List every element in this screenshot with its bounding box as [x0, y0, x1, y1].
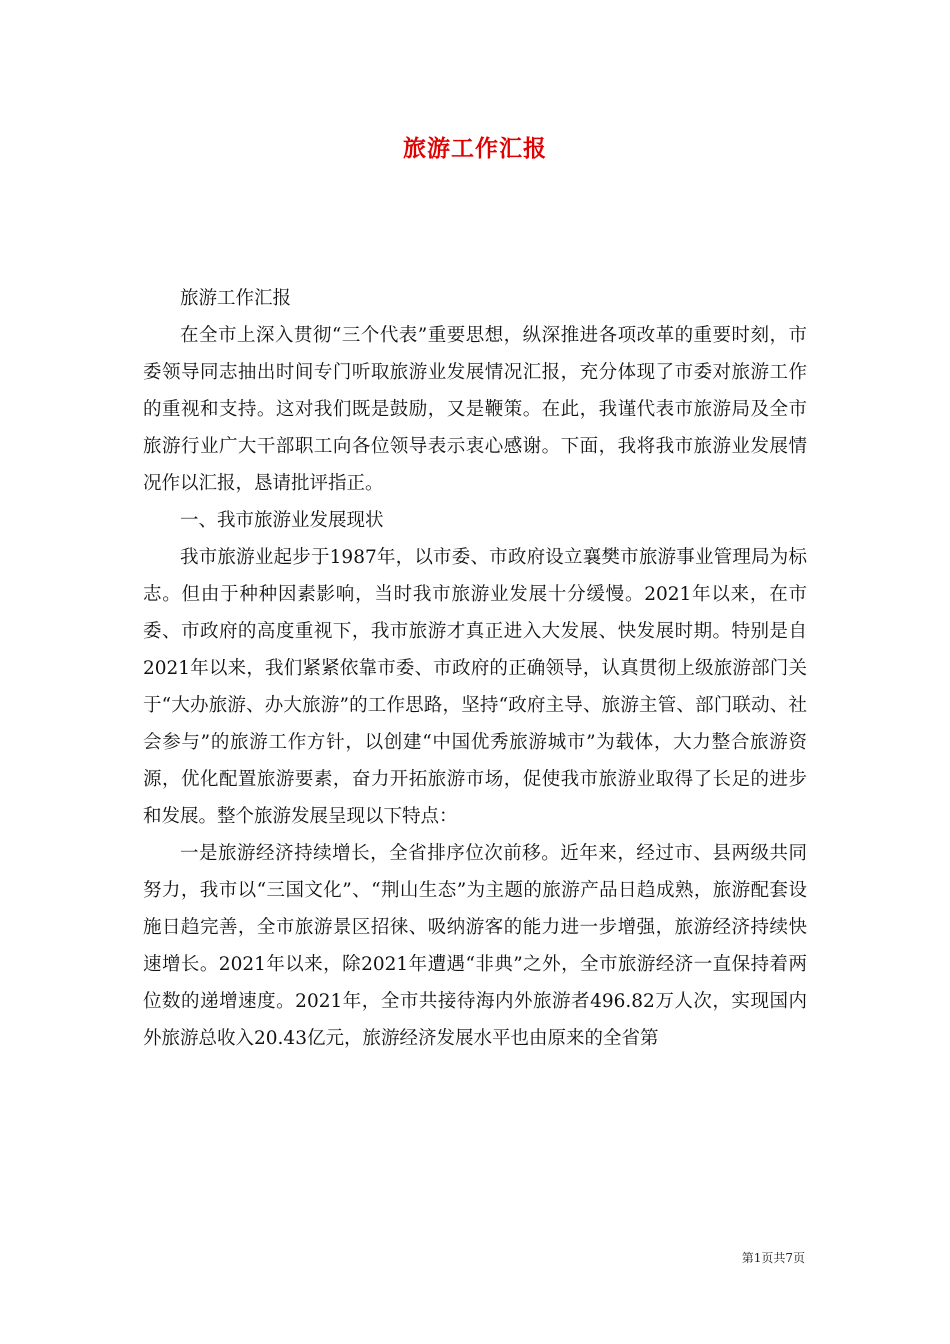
section-heading: 一、我市旅游业发展现状 — [180, 510, 384, 531]
paragraph-history: 我市旅游业起步于1987年，以市委、市政府设立襄樊市旅游事业管理局为标志。但由于种种因素影响，当时我市旅游业发展十分缓慢。2021年以来，在市委、市政府的高度重视下，我市旅游才真正进入大发展、快发展时期。特别是自2021年以来，我们紧紧依靠市委、市政府的正确领导，认真贯彻上级旅游部门关于“大办旅游、办大旅游”的工作思路，坚持“政府主导、旅游主管、部门联动、社会参与”的旅游工作方针，以创建“中国优秀旅游城市”为载体，大力整合旅游资源，优化配置旅游要素，奋力开拓旅游市场，促使我市旅游业取得了长足的进步和发展。整个旅游发展呈现以下特点： — [143, 547, 807, 827]
paragraph-heading: 旅游工作汇报 — [180, 288, 292, 309]
paragraph-intro: 在全市上深入贯彻“三个代表”重要思想，纵深推进各项改革的重要时刻，市委领导同志抽出时间专门听取旅游业发展情况汇报，充分体现了市委对旅游工作的重视和支持。这对我们既是鼓励，又是鞭策。在此，我谨代表市旅游局及全市旅游行业广大干部职工向各位领导表示衷心感谢。下面，我将我市旅游业发展情况作以汇报，恳请批评指正。 — [143, 325, 807, 494]
paragraph-feature-one: 一是旅游经济持续增长，全省排序位次前移。近年来，经过市、县两级共同努力，我市以“三国文化”、“荆山生态”为主题的旅游产品日趋成熟，旅游配套设施日趋完善，全市旅游景区招徕、吸纳游客的能力进一步增强，旅游经济持续快速增长。2021年以来，除2021年遭遇“非典”之外，全市旅游经济一直保持着两位数的递增速度。2021年，全市共接待海内外旅游者496.82万人次，实现国内外旅游总收入20.43亿元，旅游经济发展水平也由原来的全省第 — [143, 843, 807, 1049]
page-number: 第1页共7页 — [741, 1251, 805, 1265]
document-title: 旅游工作汇报 — [403, 135, 547, 162]
document-body — [143, 280, 807, 1057]
